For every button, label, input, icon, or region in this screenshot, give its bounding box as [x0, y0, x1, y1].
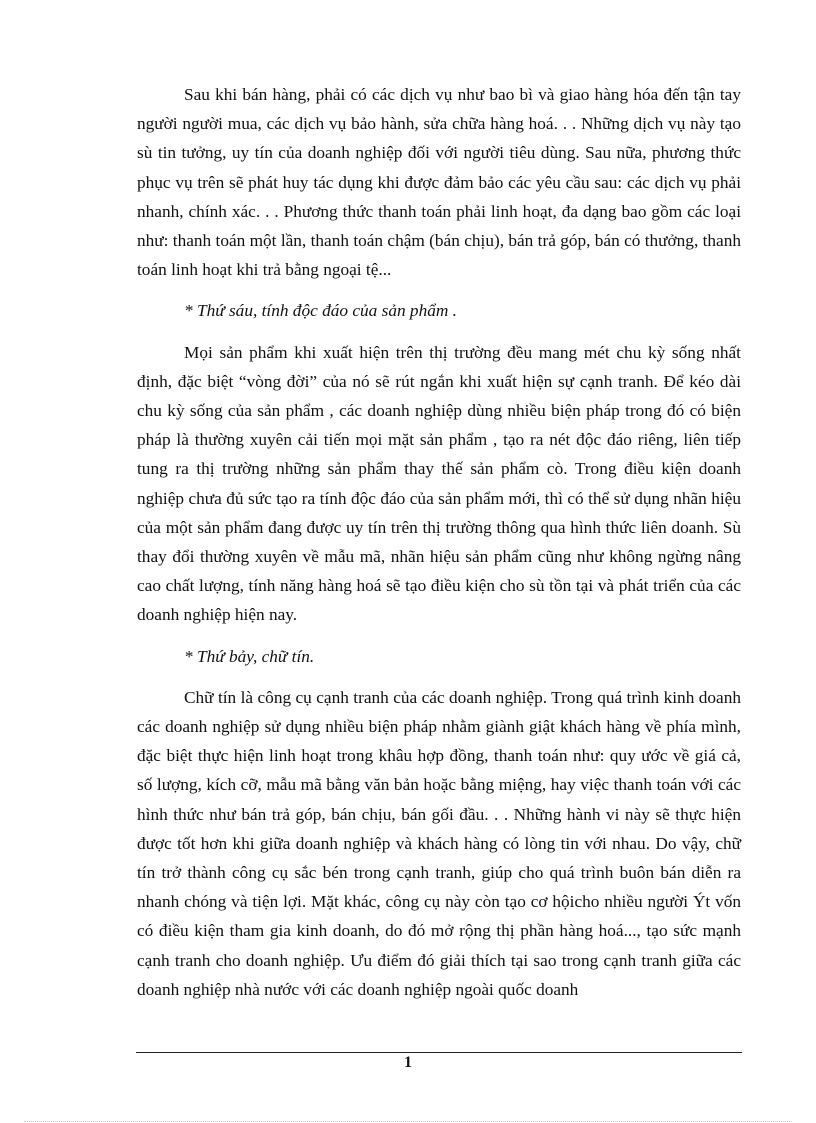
document-body: [137, 80, 741, 1004]
page-number: 1: [404, 1054, 412, 1071]
heading-product-uniqueness: * Thứ sáu, tính độc đáo của sản phẩm .: [184, 301, 457, 321]
page-bottom-edge: [24, 1121, 792, 1122]
paragraph-trust-competition: Chữ tín là công cụ cạnh tranh của các doanh nghiệp. Trong quá trình kinh doanh các doanh nghiệp sử dụng nhiều biện pháp nhằm giành giật khách hàng về phía mình, đặc biệt thực hiện linh hoạt trong khâu hợp đồng, thanh toán như: quy ước về giá cả, số lượng, kích cỡ, mẫu mã bằng văn bản hoặc bằng miệng, hay việc thanh toán với các hình thức như bán trả góp, bán chịu, bán gối đầu. . . Những hành vi này sẽ thực hiện được tốt hơn khi giữa doanh nghiệp và khách hàng có lòng tin với nhau. Do vậy, chữ tín trở thành công cụ sắc bén trong cạnh tranh, giúp cho quá trình buôn bán diễn ra nhanh chóng và tiện lợi. Mặt khác, công cụ này còn tạo cơ hộicho nhiều người Ýt vốn có điều kiện tham gia kinh doanh, do đó mở rộng thị phần hàng hoá..., tạo sức mạnh cạnh tranh cho doanh nghiệp. Ưu điểm đó giải thích tại sao trong cạnh tranh giữa các doanh nghiệp nhà nước với các doanh nghiệp ngoài quốc doanh: [137, 687, 741, 999]
heading-trust: * Thứ bảy, chữ tín.: [184, 646, 315, 666]
footer-divider: [136, 1052, 742, 1053]
paragraph-after-sales-services: Sau khi bán hàng, phải có các dịch vụ như bao bì và giao hàng hóa đến tận tay người người mua, các dịch vụ bảo hành, sửa chữa hàng hoá. . . Những dịch vụ này tạo sù tin tưởng, uy tín của doanh nghiệp đối với người tiêu dùng. Sau nữa, phương thức phục vụ trên sẽ phát huy tác dụng khi được đảm bảo các yêu cầu sau: các dịch vụ phải nhanh, chính xác. . . Phương thức thanh toán phải linh hoạt, đa dạng bao gồm các loại như: thanh toán một lần, thanh toán chậm (bán chịu), bán trả góp, bán có thưởng, thanh toán linh hoạt khi trả bằng ngoại tệ...: [137, 85, 741, 280]
paragraph-product-lifecycle: Mọi sản phẩm khi xuất hiện trên thị trường đều mang mét chu kỳ sống nhất định, đặc biệt “vòng đời” của nó sẽ rút ngắn khi xuất hiện sự cạnh tranh. Để kéo dài chu kỳ sống của sản phẩm , các doanh nghiệp dùng nhiều biện pháp trong đó có biện pháp là thường xuyên cải tiến mọi mặt sản phẩm , tạo ra nét độc đáo riêng, liên tiếp tung ra thị trường những sản phẩm thay thế sản phẩm cò. Trong điều kiện doanh nghiệp chưa đủ sức tạo ra tính độc đáo của sản phẩm mới, thì có thể sử dụng nhãn hiệu của một sản phẩm đang được uy tín trên thị trường thông qua hình thức liên doanh. Sù thay đổi thường xuyên về mẫu mã, nhãn hiệu sản phẩm cũng như không ngừng nâng cao chất lượng, tính năng hàng hoá sẽ tạo điều kiện cho sù tồn tại và phát triển của các doanh nghiệp hiện nay.: [137, 342, 741, 625]
